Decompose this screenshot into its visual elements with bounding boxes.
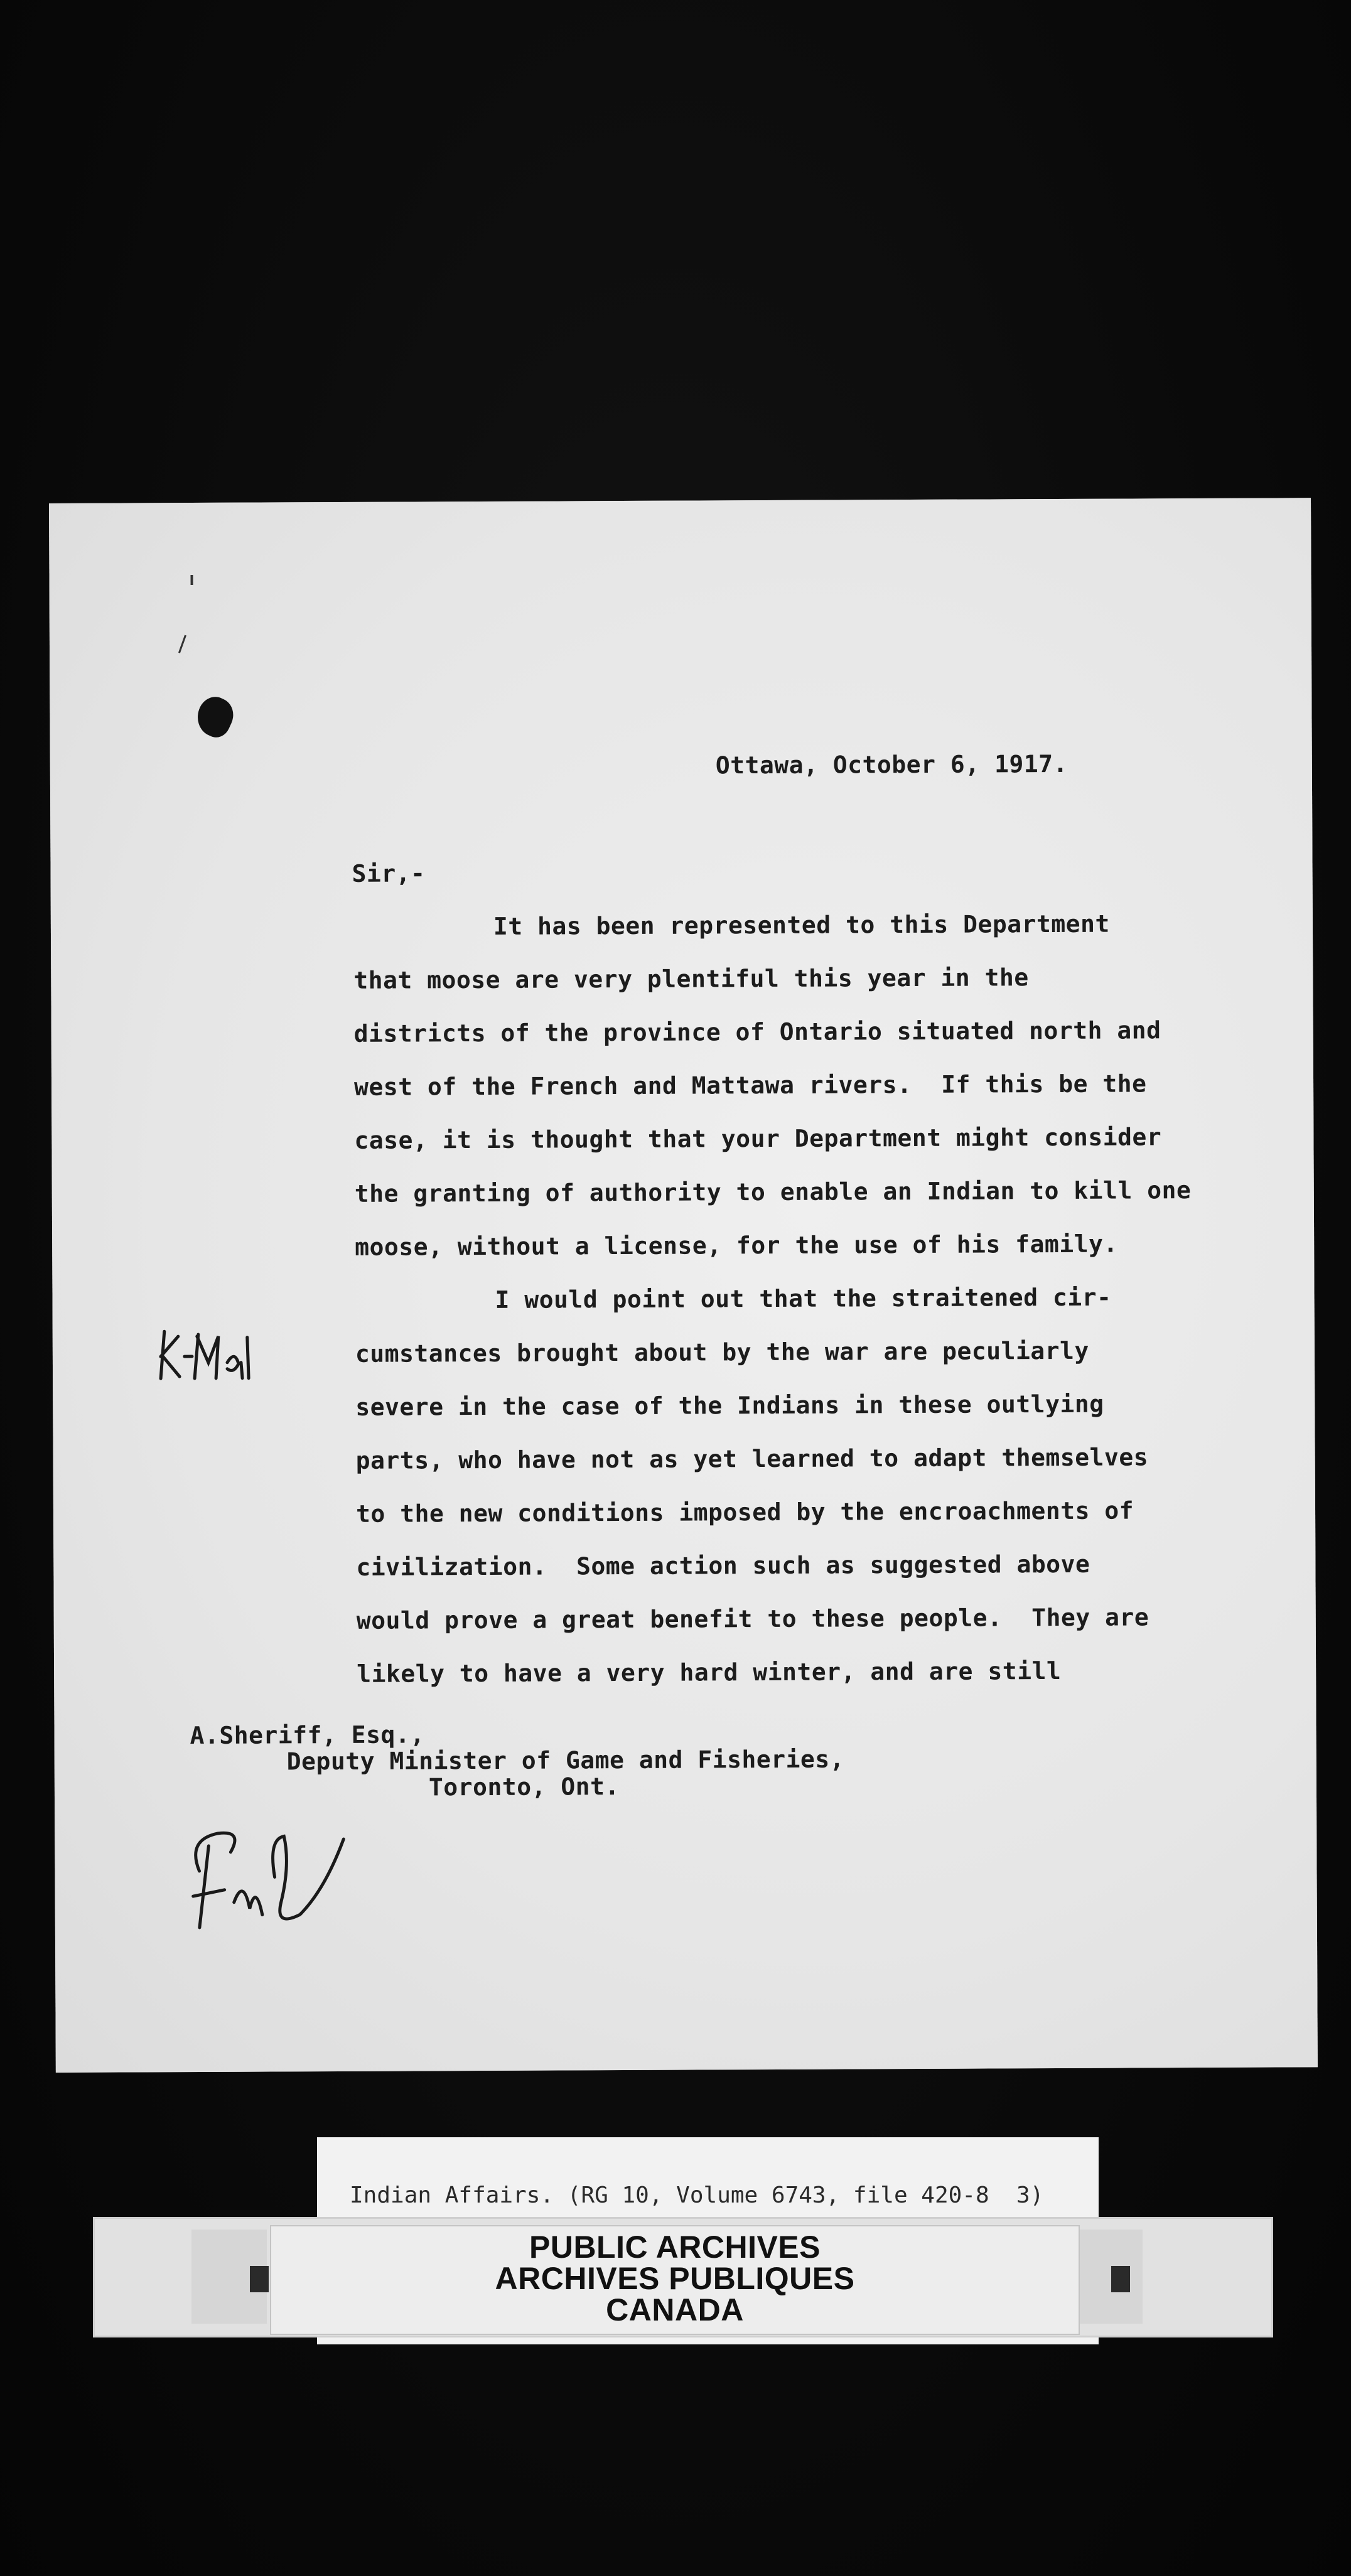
stamp-line-english: PUBLIC ARCHIVES [529,2230,821,2265]
margin-annotation-handwriting [153,1319,260,1388]
body-line: west of the French and Mattawa rivers. If this be the [353,1070,1147,1101]
binding-clip-left [250,2266,269,2292]
body-line: case, it is thought that your Department might consider [354,1123,1162,1154]
body-line: moose, without a license, for the use of his family. [355,1230,1118,1261]
body-line: that moose are very plentiful this year in the [353,963,1029,994]
letter-salutation: Sir,- [352,859,426,888]
letter-page [49,498,1318,2073]
handwritten-initials [174,1801,357,1946]
body-line: cumstances brought about by the war are peculiarly [355,1336,1089,1368]
body-line: I would point out that the straitened cir- [495,1283,1112,1314]
body-line: parts, who have not as yet learned to adapt themselves [355,1443,1149,1474]
letter-date: Ottawa, October 6, 1917. [715,749,1068,780]
addressee-location: Toronto, Ont. [428,1773,620,1801]
body-line: It has been represented to this Department [493,910,1110,940]
body-line: to the new conditions imposed by the encroachments of [355,1496,1134,1528]
stamp-line-country: CANADA [606,2292,744,2327]
binding-clip-right [1111,2266,1130,2292]
body-line: likely to have a very hard winter, and are still [357,1656,1062,1688]
archive-reference: Indian Affairs. (RG 10, Volume 6743, file 420-8 3) [350,2182,1044,2208]
punch-hole [191,692,239,742]
pencil-mark [178,635,186,653]
body-line: civilization. Some action such as suggested above [356,1550,1090,1581]
body-line: severe in the case of the Indians in these outlying [355,1390,1104,1421]
archives-stamp [270,2225,1080,2335]
body-line: districts of the province of Ontario situated north and [353,1016,1161,1048]
stamp-line-french: ARCHIVES PUBLIQUES [495,2261,855,2296]
pencil-mark [190,575,193,585]
addressee-name: A.Sheriff, Esq., [190,1720,425,1750]
body-line: the granting of authority to enable an Indian to kill one [354,1176,1192,1208]
addressee-title: Deputy Minister of Game and Fisheries, [286,1745,845,1776]
body-line: would prove a great benefit to these people. They are [356,1603,1149,1634]
